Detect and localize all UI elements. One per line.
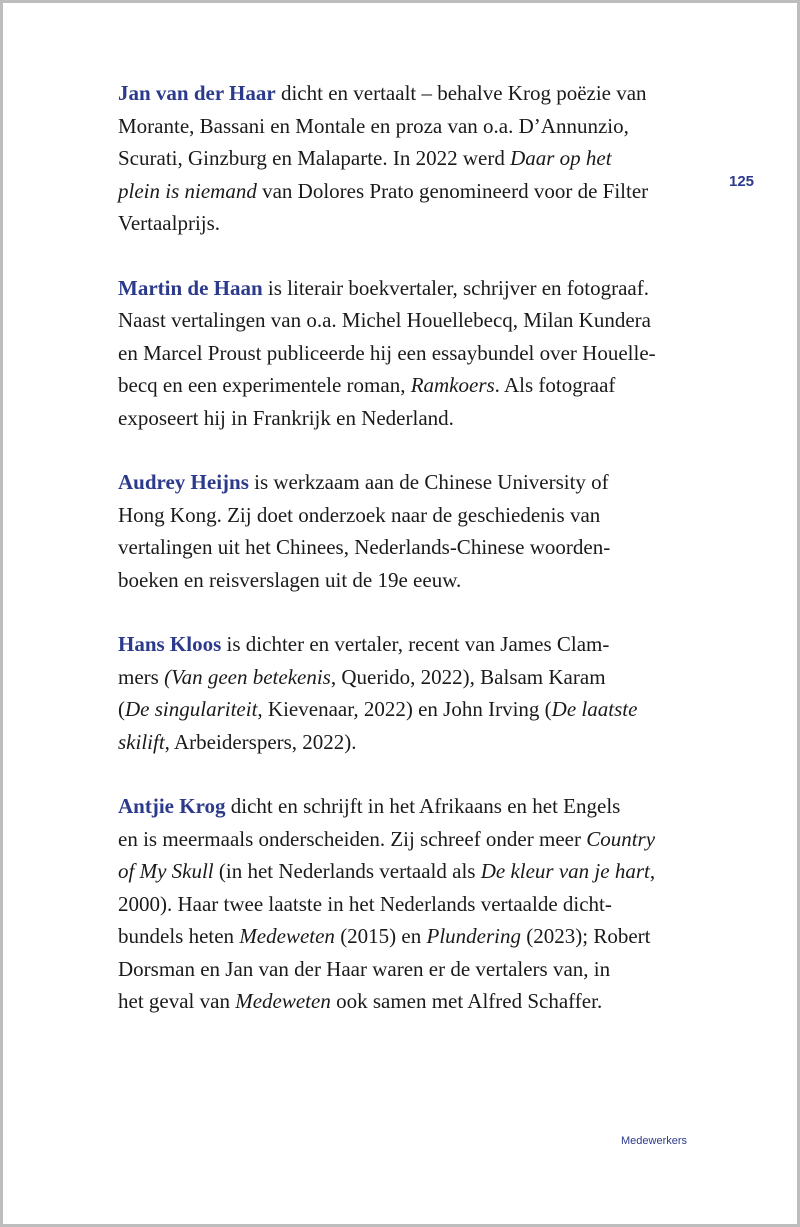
bio-text: van Dolores Prato genomineerd voor de Filter xyxy=(256,178,649,203)
bio-text: Scurati, Ginzburg en Malaparte. In 2022 werd xyxy=(118,146,511,170)
italic-title: Plundering xyxy=(426,924,521,948)
bio-text: . Als fotograaf xyxy=(494,373,616,397)
contributor-bio xyxy=(118,628,693,758)
contributor-name: Hans Kloos xyxy=(118,632,222,656)
bio-text: becq en een experimentele roman, xyxy=(118,373,411,397)
bio-text: het geval van xyxy=(118,989,236,1013)
bio-text: Naast vertalingen van o.a. Michel Houellebecq, Milan Kundera xyxy=(118,308,651,332)
bio-text: exposeert hij in Frankrijk en Nederland. xyxy=(118,405,454,430)
bio-text: is literair boekvertaler, schrijver en fotograaf. xyxy=(262,275,649,300)
bio-text: dicht en vertaalt – behalve Krog poëzie van xyxy=(275,81,647,105)
contributor-bio xyxy=(118,466,693,596)
italic-title: Daar op het xyxy=(510,146,612,170)
bio-text: dicht en schrijft in het Afrikaans en het Engels xyxy=(225,794,621,818)
contributor-name: Martin de Haan xyxy=(118,275,263,300)
bio-text: , Querido, 2022), Balsam Karam xyxy=(330,664,606,689)
italic-title: Country xyxy=(586,826,656,851)
bio-text: , xyxy=(649,859,656,883)
italic-title: skilift xyxy=(118,729,165,754)
bio-text: (2023); Robert xyxy=(521,924,651,948)
bio-text: is dichter en vertaler, recent van James Clam- xyxy=(221,632,610,656)
bio-text: 2000). Haar twee laatste in het Nederlands vertaalde dicht- xyxy=(118,891,612,916)
bio-text: boeken en reisverslagen uit de 19e eeuw. xyxy=(118,567,462,592)
bio-text: ook samen met Alfred Schaffer. xyxy=(330,989,603,1013)
italic-title: Medeweten xyxy=(235,989,331,1013)
italic-title: De singulariteit xyxy=(125,697,258,721)
bio-text: vertalingen uit het Chinees, Nederlands-Chinese woorden- xyxy=(118,535,611,559)
italic-title: Medeweten xyxy=(239,924,335,948)
bio-text: bundels heten xyxy=(118,924,240,948)
bio-text: (2015) en xyxy=(334,924,427,948)
bio-text: (in het Nederlands vertaald als xyxy=(213,859,481,883)
contributor-name: Jan van der Haar xyxy=(118,81,276,105)
italic-title: plein is niemand xyxy=(118,178,257,203)
italic-title: (Van geen betekenis xyxy=(164,664,331,689)
bio-text: Vertaalprijs. xyxy=(118,211,221,235)
contributor-name: Audrey Heijns xyxy=(118,470,249,494)
italic-title: Ramkoers xyxy=(410,373,495,397)
bio-text: is werkzaam aan de Chinese University of xyxy=(248,470,609,494)
italic-title: De laatste xyxy=(551,697,638,721)
bio-text: Hong Kong. Zij doet onderzoek naar de geschiedenis van xyxy=(118,502,601,527)
bio-text: , Arbeiderspers, 2022). xyxy=(164,729,357,754)
bio-text: en Marcel Proust publiceerde hij een essaybundel over Houelle- xyxy=(118,340,656,365)
contributor-bio xyxy=(118,790,693,1018)
page-number: 125 xyxy=(729,173,755,190)
bio-text: en is meermaals onderscheiden. Zij schreef onder meer xyxy=(118,826,587,851)
bio-text: , Kievenaar, 2022) en John Irving ( xyxy=(257,697,552,721)
running-footer: Medewerkers xyxy=(621,1135,688,1147)
italic-title: De kleur van je hart xyxy=(480,859,650,883)
contributor-list xyxy=(118,77,693,1050)
contributor-name: Antjie Krog xyxy=(118,794,226,818)
bio-text: Morante, Bassani en Montale en proza van o.a. D’Annunzio, xyxy=(118,113,629,138)
bio-text: ( xyxy=(118,697,125,721)
italic-title: of My Skull xyxy=(118,859,214,883)
contributor-bio xyxy=(118,272,693,435)
bio-text: mers xyxy=(118,664,165,689)
contributor-bio xyxy=(118,77,693,240)
bio-text: Dorsman en Jan van der Haar waren er de vertalers van, in xyxy=(118,956,611,981)
